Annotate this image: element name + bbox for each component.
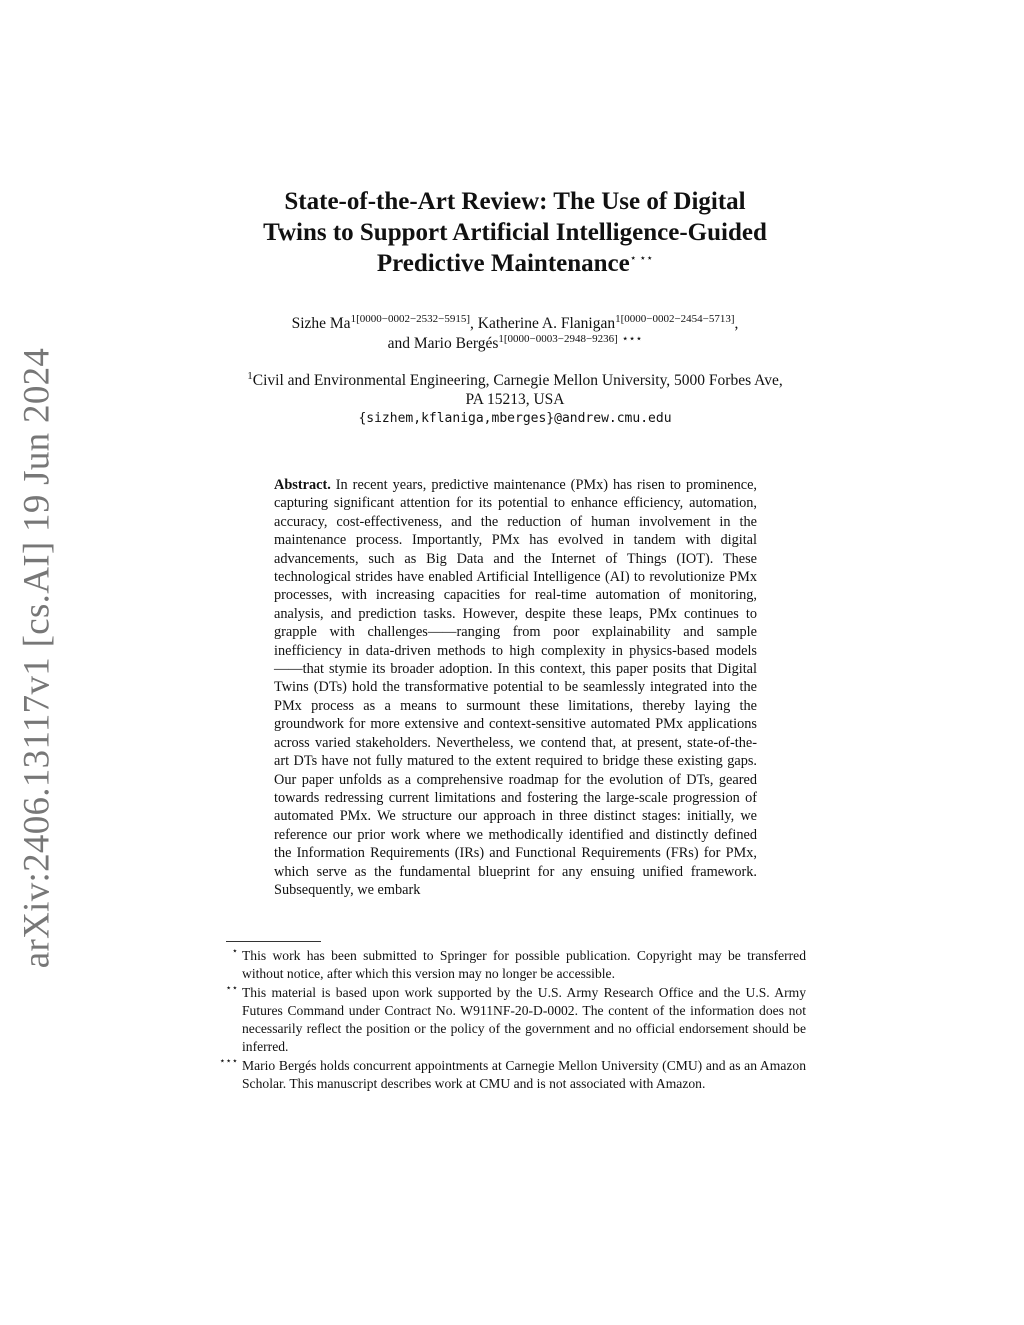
author-orcid: 1[0000−0002−2454−5713] [615,312,735,325]
abstract-label: Abstract. [274,477,331,493]
footnote-text: This work has been submitted to Springer for possible publication. Copyright may be transferred without notice, after which this version may no longer be accessible. [242,948,806,982]
title-line-3-text: Predictive Maintenance [376,250,630,277]
title-line-2: Twins to Support Artificial Intelligence-Guided [263,219,767,246]
author-name: and Mario Bergés [387,335,499,352]
footnote-text: Mario Bergés holds concurrent appointments at Carnegie Mellon University (CMU) and as an Amazon Scholar. This manuscript describes work at CMU and is not associated with Amazon. [242,1057,806,1092]
abstract [274,476,757,899]
footnote-mark: ⋆⋆⋆ [219,1055,238,1067]
footnote [210,947,806,984]
author-emails: {sizhem,kflaniga,mberges}@andrew.cmu.edu [358,411,672,426]
footnote-mark: ⋆⋆ [225,982,238,994]
arxiv-identifier: arXiv:2406.13117v1 [cs.AI] 19 Jun 2024 [16,347,58,968]
affiliation-sup: 1 [247,369,253,382]
author-name: Katherine A. Flanigan [477,315,616,332]
affiliation-text-1: Civil and Environmental Engineering, Carnegie Mellon University, 5000 Forbes Ave, [252,372,783,389]
title-line-3 [215,248,815,279]
affiliation-line-2: PA 15213, USA [465,391,565,408]
author-orcid: 1[0000−0003−2948−9236] [498,332,618,345]
footnote-mark: ⋆ [231,946,238,957]
arxiv-sidebar [10,347,64,968]
author-name: Sizhe Ma [291,315,351,332]
affiliation [200,371,830,428]
title-footnote-marks: ⋆ ⋆⋆ [629,252,654,265]
paper-title [215,186,815,279]
footnote [210,984,806,1057]
title-line-1: State-of-the-Art Review: The Use of Digital [284,188,746,215]
abstract-text: In recent years, predictive maintenance (PMx) has risen to prominence, capturing significant attention for its potential to enhance efficiency, automation, accuracy, cost-effectiveness, and the reduction of human involvement in the maintenance process. Importantly, PMx has evolved in tandem with digital advancements, such as Big Data and the Internet of Things (IOT). These technological strides have enabled Artificial Intelligence (AI) to revolutionize PMx processes, with increasing capacities for real-time automation of monitoring, analysis, and prediction tasks. However, despite these leaps, PMx continues to grapple with challenges——ranging from poor explainability and sample inefficiency in data-driven methods to high complexity in physics-based models——that stymie its broader adoption. In this context, this paper posits that Digital Twins (DTs) hold the transformative potential to be seamlessly integrated into the PMx process as a means to surmount these limitations, thereby laying the groundwork for more extensive and context-sensitive automated PMx applications across varied stakeholders. Nevertheless, we contend that, at present, state-of-the-art DTs have not fully matured to the extent required to bridge these existing gaps. Our paper unfolds as a comprehensive roadmap for the evolution of DTs, geared towards redressing current limitations and fostering the large-scale progression of automated PMx. We structure our approach in three distinct stages: initially, we reference our prior work where we methodically identified and distinctly defined the Information Requirements (IRs) and Functional Requirements (FRs) for PMx, which serve as the fundamental blueprint for any ensuing unified framework. Subsequently, we embark [274,477,758,898]
author-list: Sizhe $Ma^{1[0000-0002-2532-5915]}$, Katherine A. Flanigan$^{1[0000-0002-2454-5713]}$, and Mario Bergés$^{1[0000-0003-2948-9236]}$ ⋆⋆⋆ [291,312,739,352]
footnote-text: This material is based upon work supported by the U.S. Army Research Office and the U.S. Army Futures Command under Contract No. W911NF-20-D-0002. The content of the information does not necessarily reflect the position or the policy of the government and no official endorsement should be inferred. [242,984,806,1055]
affiliation-line-1 [200,371,830,390]
footnotes [210,947,806,1093]
author-footnote-mark: ⋆⋆⋆ [621,332,643,345]
author-orcid: 1[0000−0002−2532−5915] [350,312,471,325]
footnote-rule [226,941,321,942]
footnote [210,1057,806,1094]
